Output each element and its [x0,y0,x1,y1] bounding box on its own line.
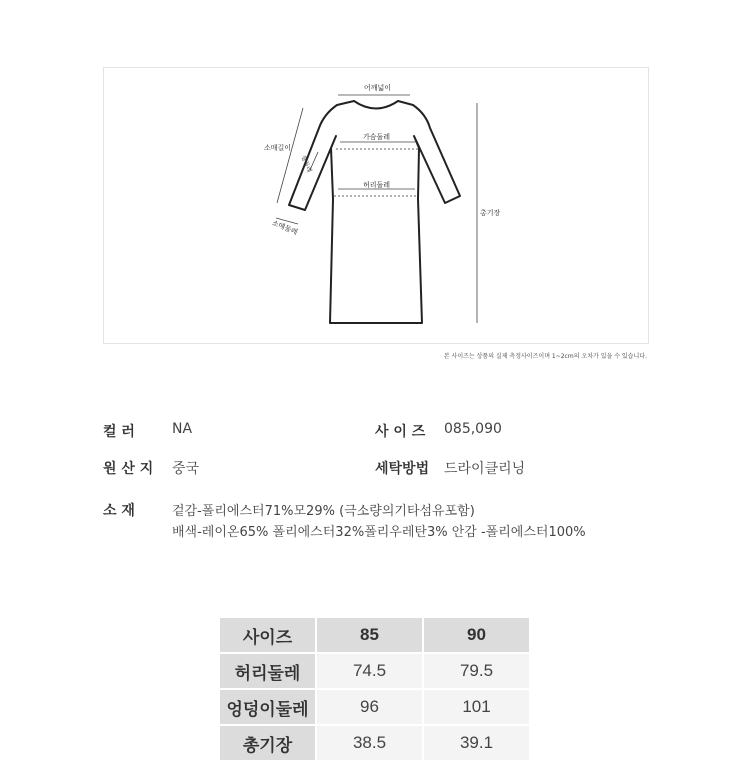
label-waist: 허리둘레 [363,181,391,189]
table-row [220,654,529,688]
origin-label: 원 산 지 [103,461,154,477]
size-table [218,616,531,762]
label-sleeve-length: 소매길이 [264,144,292,152]
label-armhole: 팔둘레 [299,154,313,174]
header-size: 사이즈 [220,618,315,652]
material-label: 소 재 [103,503,135,519]
table-cell: 79.5 [424,654,529,688]
label-chest: 가슴둘레 [363,133,391,141]
dress-illustration [104,68,648,343]
table-cell: 39.1 [424,726,529,760]
color-value: NA [172,421,193,437]
row-label: 허리둘레 [220,654,315,688]
row-label: 총기장 [220,726,315,760]
material-line-2: 배색-레이온65% 폴리에스터32%폴리우레탄3% 안감 -폴리에스터100% [172,525,586,540]
size-label: 사 이 즈 [375,424,426,440]
table-cell: 38.5 [317,726,422,760]
row-label: 엉덩이둘레 [220,690,315,724]
size-value: 085,090 [444,421,502,437]
size-disclaimer: 본 사이즈는 상품의 실제 측정사이즈이며 1~2cm의 오차가 있을 수 있습니다. [443,353,647,360]
wash-value: 드라이클리닝 [444,461,526,477]
table-cell: 101 [424,690,529,724]
table-cell: 96 [317,690,422,724]
table-header-row [220,618,529,652]
table-row [220,690,529,724]
material-line-1: 겉감-폴리에스터71%모29% (극소량의기타섬유포함) [172,504,475,519]
size-diagram [103,67,649,344]
table-cell: 74.5 [317,654,422,688]
label-sleeve-hem: 소매둘레 [270,218,299,237]
header-85: 85 [317,618,422,652]
header-90: 90 [424,618,529,652]
label-shoulder: 어깨넓이 [364,84,392,92]
wash-label: 세탁방법 [375,461,430,477]
origin-value: 중국 [172,461,200,477]
label-total-length: 총기장 [480,209,501,217]
color-label: 컬 러 [103,424,135,440]
table-row [220,726,529,760]
